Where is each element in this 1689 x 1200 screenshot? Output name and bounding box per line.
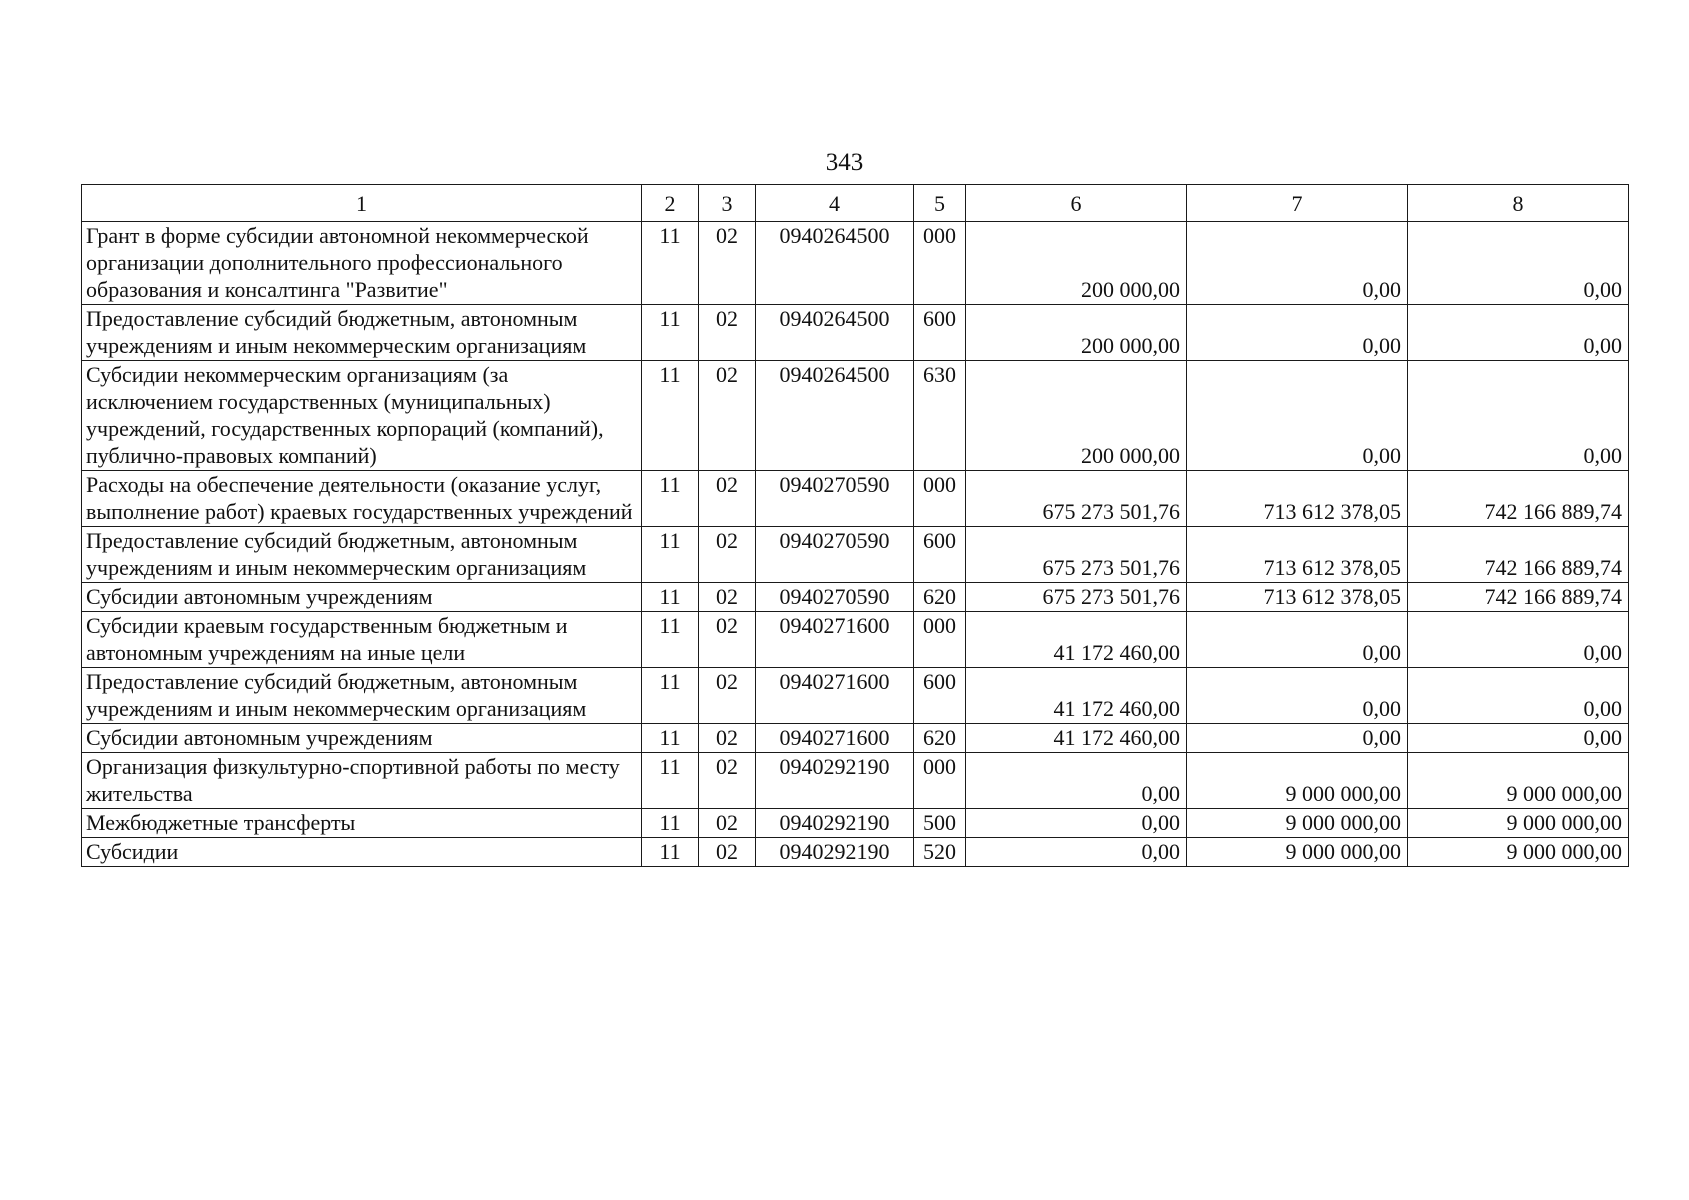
table-row xyxy=(82,583,1629,612)
amount-col7-cell: 9 000 000,00 xyxy=(1187,753,1408,809)
section-code-cell: 11 xyxy=(642,724,699,753)
expense-name-cell: Субсидии xyxy=(82,838,642,867)
table-row xyxy=(82,724,1629,753)
header-cell: 4 xyxy=(756,185,914,222)
table-row xyxy=(82,305,1629,361)
expense-type-cell: 520 xyxy=(914,838,966,867)
amount-col8-cell: 9 000 000,00 xyxy=(1408,753,1629,809)
amount-col6-cell: 0,00 xyxy=(966,838,1187,867)
amount-col6-cell: 41 172 460,00 xyxy=(966,612,1187,668)
target-article-cell: 0940292190 xyxy=(756,753,914,809)
header-cell: 6 xyxy=(966,185,1187,222)
amount-col7-cell: 713 612 378,05 xyxy=(1187,527,1408,583)
amount-col8-cell: 0,00 xyxy=(1408,668,1629,724)
amount-col8-cell: 0,00 xyxy=(1408,361,1629,471)
expense-name-cell: Организация физкультурно-спортивной работы по месту жительства xyxy=(82,753,642,809)
target-article-cell: 0940270590 xyxy=(756,471,914,527)
amount-col7-cell: 713 612 378,05 xyxy=(1187,583,1408,612)
amount-col6-cell: 675 273 501,76 xyxy=(966,471,1187,527)
expense-type-cell: 600 xyxy=(914,305,966,361)
section-code-cell: 11 xyxy=(642,527,699,583)
section-code-cell: 11 xyxy=(642,668,699,724)
table-row xyxy=(82,527,1629,583)
header-cell: 7 xyxy=(1187,185,1408,222)
header-cell: 1 xyxy=(82,185,642,222)
amount-col7-cell: 713 612 378,05 xyxy=(1187,471,1408,527)
amount-col8-cell: 0,00 xyxy=(1408,612,1629,668)
expense-type-cell: 500 xyxy=(914,809,966,838)
target-article-cell: 0940264500 xyxy=(756,305,914,361)
subsection-code-cell: 02 xyxy=(699,222,756,305)
table-body xyxy=(82,222,1629,867)
header-row xyxy=(82,185,1629,222)
expense-name-cell: Субсидии некоммерческим организациям (за исключением государственных (муниципальных) учреждений, государственных корпораций (компаний), публично-правовых компаний) xyxy=(82,361,642,471)
expense-type-cell: 600 xyxy=(914,527,966,583)
amount-col7-cell: 0,00 xyxy=(1187,612,1408,668)
amount-col7-cell: 0,00 xyxy=(1187,668,1408,724)
target-article-cell: 0940270590 xyxy=(756,527,914,583)
header-cell: 2 xyxy=(642,185,699,222)
target-article-cell: 0940271600 xyxy=(756,668,914,724)
expense-type-cell: 000 xyxy=(914,612,966,668)
amount-col6-cell: 675 273 501,76 xyxy=(966,527,1187,583)
subsection-code-cell: 02 xyxy=(699,809,756,838)
budget-table xyxy=(81,184,1629,867)
subsection-code-cell: 02 xyxy=(699,612,756,668)
amount-col7-cell: 0,00 xyxy=(1187,222,1408,305)
section-code-cell: 11 xyxy=(642,305,699,361)
header-cell: 5 xyxy=(914,185,966,222)
expense-type-cell: 000 xyxy=(914,753,966,809)
subsection-code-cell: 02 xyxy=(699,668,756,724)
target-article-cell: 0940270590 xyxy=(756,583,914,612)
expense-name-cell: Субсидии автономным учреждениям xyxy=(82,583,642,612)
section-code-cell: 11 xyxy=(642,471,699,527)
amount-col8-cell: 0,00 xyxy=(1408,305,1629,361)
amount-col6-cell: 200 000,00 xyxy=(966,361,1187,471)
amount-col8-cell: 9 000 000,00 xyxy=(1408,838,1629,867)
table-row xyxy=(82,361,1629,471)
amount-col8-cell: 742 166 889,74 xyxy=(1408,527,1629,583)
amount-col8-cell: 0,00 xyxy=(1408,222,1629,305)
target-article-cell: 0940264500 xyxy=(756,361,914,471)
target-article-cell: 0940264500 xyxy=(756,222,914,305)
page-number: 343 xyxy=(825,149,864,176)
table-row xyxy=(82,471,1629,527)
section-code-cell: 11 xyxy=(642,753,699,809)
amount-col8-cell: 9 000 000,00 xyxy=(1408,809,1629,838)
target-article-cell: 0940271600 xyxy=(756,724,914,753)
table-row xyxy=(82,838,1629,867)
subsection-code-cell: 02 xyxy=(699,305,756,361)
expense-type-cell: 000 xyxy=(914,222,966,305)
expense-name-cell: Расходы на обеспечение деятельности (оказание услуг, выполнение работ) краевых государственных учреждений xyxy=(82,471,642,527)
target-article-cell: 0940271600 xyxy=(756,612,914,668)
table-row xyxy=(82,222,1629,305)
expense-name-cell: Грант в форме субсидии автономной некоммерческой организации дополнительного профессионального образования и консалтинга "Развитие" xyxy=(82,222,642,305)
amount-col6-cell: 41 172 460,00 xyxy=(966,724,1187,753)
expense-type-cell: 600 xyxy=(914,668,966,724)
table-row xyxy=(82,612,1629,668)
expense-name-cell: Межбюджетные трансферты xyxy=(82,809,642,838)
subsection-code-cell: 02 xyxy=(699,838,756,867)
subsection-code-cell: 02 xyxy=(699,724,756,753)
table-row xyxy=(82,668,1629,724)
amount-col6-cell: 200 000,00 xyxy=(966,222,1187,305)
subsection-code-cell: 02 xyxy=(699,527,756,583)
expense-type-cell: 630 xyxy=(914,361,966,471)
amount-col7-cell: 0,00 xyxy=(1187,305,1408,361)
expense-name-cell: Предоставление субсидий бюджетным, автономным учреждениям и иным некоммерческим организациям xyxy=(82,305,642,361)
section-code-cell: 11 xyxy=(642,222,699,305)
target-article-cell: 0940292190 xyxy=(756,809,914,838)
expense-type-cell: 000 xyxy=(914,471,966,527)
subsection-code-cell: 02 xyxy=(699,583,756,612)
amount-col7-cell: 0,00 xyxy=(1187,361,1408,471)
expense-name-cell: Предоставление субсидий бюджетным, автономным учреждениям и иным некоммерческим организациям xyxy=(82,527,642,583)
expense-name-cell: Предоставление субсидий бюджетным, автономным учреждениям и иным некоммерческим организациям xyxy=(82,668,642,724)
header-cell: 3 xyxy=(699,185,756,222)
subsection-code-cell: 02 xyxy=(699,753,756,809)
subsection-code-cell: 02 xyxy=(699,361,756,471)
expense-name-cell: Субсидии краевым государственным бюджетным и автономным учреждениям на иные цели xyxy=(82,612,642,668)
amount-col6-cell: 41 172 460,00 xyxy=(966,668,1187,724)
table-row xyxy=(82,753,1629,809)
table-row xyxy=(82,809,1629,838)
expense-type-cell: 620 xyxy=(914,583,966,612)
amount-col6-cell: 200 000,00 xyxy=(966,305,1187,361)
expense-name-cell: Субсидии автономным учреждениям xyxy=(82,724,642,753)
amount-col8-cell: 742 166 889,74 xyxy=(1408,471,1629,527)
amount-col8-cell: 0,00 xyxy=(1408,724,1629,753)
section-code-cell: 11 xyxy=(642,361,699,471)
amount-col7-cell: 9 000 000,00 xyxy=(1187,838,1408,867)
header-cell: 8 xyxy=(1408,185,1629,222)
amount-col8-cell: 742 166 889,74 xyxy=(1408,583,1629,612)
amount-col6-cell: 0,00 xyxy=(966,809,1187,838)
subsection-code-cell: 02 xyxy=(699,471,756,527)
section-code-cell: 11 xyxy=(642,583,699,612)
section-code-cell: 11 xyxy=(642,838,699,867)
amount-col6-cell: 675 273 501,76 xyxy=(966,583,1187,612)
section-code-cell: 11 xyxy=(642,612,699,668)
target-article-cell: 0940292190 xyxy=(756,838,914,867)
section-code-cell: 11 xyxy=(642,809,699,838)
expense-type-cell: 620 xyxy=(914,724,966,753)
amount-col7-cell: 0,00 xyxy=(1187,724,1408,753)
amount-col7-cell: 9 000 000,00 xyxy=(1187,809,1408,838)
amount-col6-cell: 0,00 xyxy=(966,753,1187,809)
